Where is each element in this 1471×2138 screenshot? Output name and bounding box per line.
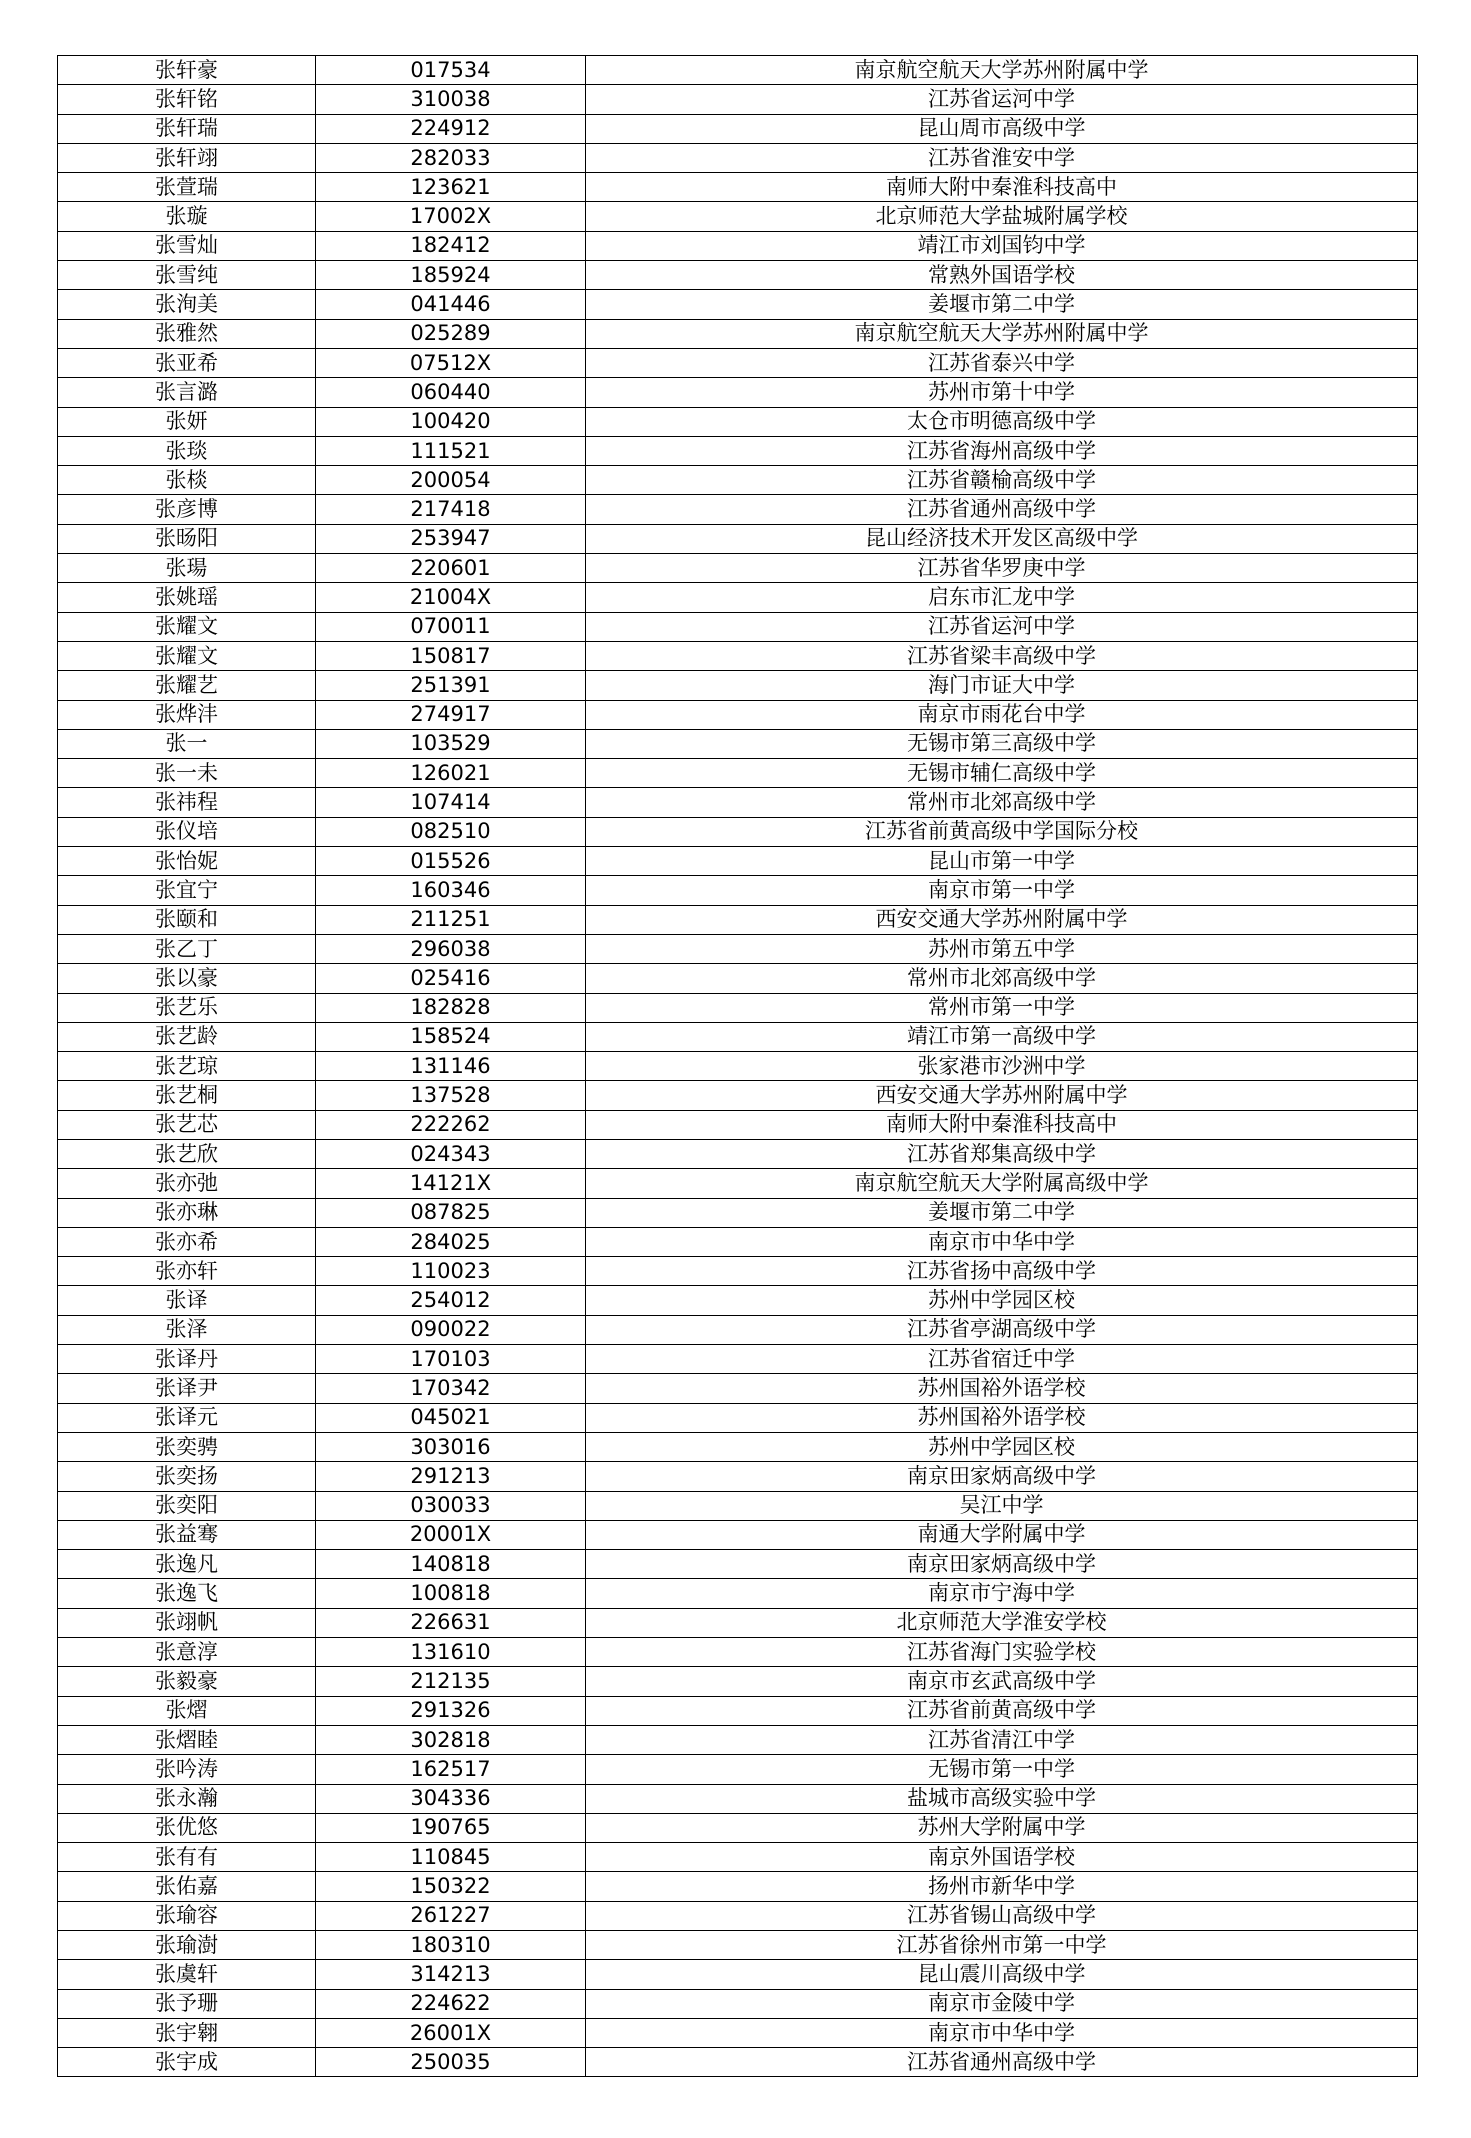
student-name-cell: 张轩翊 — [58, 143, 316, 172]
table-row — [58, 114, 1418, 143]
student-name-cell: 张虞轩 — [58, 1960, 316, 1989]
student-id-cell: 20001X — [316, 1520, 586, 1549]
table-row — [58, 1198, 1418, 1227]
table-row — [58, 85, 1418, 114]
student-id-cell: 030033 — [316, 1491, 586, 1520]
table-row — [58, 934, 1418, 963]
table-row — [58, 554, 1418, 583]
school-name-cell: 扬州市新华中学 — [586, 1872, 1418, 1901]
student-id-cell: 251391 — [316, 671, 586, 700]
student-name-cell: 张艺芯 — [58, 1110, 316, 1139]
school-name-cell: 苏州中学园区校 — [586, 1286, 1418, 1315]
student-id-cell: 21004X — [316, 583, 586, 612]
student-id-cell: 211251 — [316, 905, 586, 934]
school-name-cell: 昆山市第一中学 — [586, 847, 1418, 876]
student-id-cell: 185924 — [316, 261, 586, 290]
table-row — [58, 1725, 1418, 1754]
table-row — [58, 1638, 1418, 1667]
table-row — [58, 407, 1418, 436]
table-row — [58, 905, 1418, 934]
student-id-cell: 26001X — [316, 2018, 586, 2047]
student-name-cell: 张旸阳 — [58, 524, 316, 553]
table-row — [58, 1286, 1418, 1315]
student-name-cell: 张逸凡 — [58, 1550, 316, 1579]
school-name-cell: 苏州市第五中学 — [586, 934, 1418, 963]
table-row — [58, 173, 1418, 202]
student-id-cell: 025289 — [316, 319, 586, 348]
table-row — [58, 436, 1418, 465]
table-row — [58, 1667, 1418, 1696]
student-id-cell: 107414 — [316, 788, 586, 817]
student-name-cell: 张洵美 — [58, 290, 316, 319]
student-id-cell: 226631 — [316, 1608, 586, 1637]
school-name-cell: 海门市证大中学 — [586, 671, 1418, 700]
table-row — [58, 1696, 1418, 1725]
student-name-cell: 张萱瑞 — [58, 173, 316, 202]
school-name-cell: 常州市第一中学 — [586, 993, 1418, 1022]
school-name-cell: 南京市玄武高级中学 — [586, 1667, 1418, 1696]
student-id-cell: 162517 — [316, 1755, 586, 1784]
table-row — [58, 56, 1418, 85]
school-name-cell: 张家港市沙洲中学 — [586, 1052, 1418, 1081]
student-id-cell: 070011 — [316, 612, 586, 641]
table-row — [58, 1462, 1418, 1491]
student-id-cell: 090022 — [316, 1315, 586, 1344]
student-id-cell: 024343 — [316, 1139, 586, 1168]
school-name-cell: 南京田家炳高级中学 — [586, 1462, 1418, 1491]
table-row — [58, 876, 1418, 905]
table-row — [58, 759, 1418, 788]
school-name-cell: 江苏省亭湖高级中学 — [586, 1315, 1418, 1344]
table-row — [58, 1579, 1418, 1608]
student-name-cell: 张亦轩 — [58, 1257, 316, 1286]
school-name-cell: 北京师范大学淮安学校 — [586, 1608, 1418, 1637]
school-name-cell: 苏州市第十中学 — [586, 378, 1418, 407]
table-row — [58, 1843, 1418, 1872]
student-id-cell: 250035 — [316, 2048, 586, 2077]
student-name-cell: 张艺乐 — [58, 993, 316, 1022]
student-name-cell: 张瑒 — [58, 554, 316, 583]
school-name-cell: 南京市中华中学 — [586, 1227, 1418, 1256]
student-name-cell: 张一未 — [58, 759, 316, 788]
student-id-cell: 310038 — [316, 85, 586, 114]
table-row — [58, 1374, 1418, 1403]
student-name-cell: 张耀艺 — [58, 671, 316, 700]
school-name-cell: 江苏省海门实验学校 — [586, 1638, 1418, 1667]
school-name-cell: 姜堰市第二中学 — [586, 290, 1418, 319]
student-name-cell: 张益骞 — [58, 1520, 316, 1549]
student-name-cell: 张翊帆 — [58, 1608, 316, 1637]
table-row — [58, 1315, 1418, 1344]
student-name-cell: 张彦博 — [58, 495, 316, 524]
student-id-cell: 131146 — [316, 1052, 586, 1081]
student-id-cell: 291326 — [316, 1696, 586, 1725]
table-row — [58, 847, 1418, 876]
student-name-cell: 张译尹 — [58, 1374, 316, 1403]
school-name-cell: 无锡市辅仁高级中学 — [586, 759, 1418, 788]
student-id-cell: 07512X — [316, 348, 586, 377]
student-name-cell: 张意淳 — [58, 1638, 316, 1667]
student-id-cell: 253947 — [316, 524, 586, 553]
school-name-cell: 无锡市第一中学 — [586, 1755, 1418, 1784]
table-row — [58, 1813, 1418, 1842]
student-name-cell: 张轩铭 — [58, 85, 316, 114]
school-name-cell: 靖江市刘国钧中学 — [586, 231, 1418, 260]
school-name-cell: 苏州国裕外语学校 — [586, 1403, 1418, 1432]
table-row — [58, 993, 1418, 1022]
school-name-cell: 无锡市第三高级中学 — [586, 729, 1418, 758]
school-name-cell: 江苏省宿迁中学 — [586, 1345, 1418, 1374]
student-list-table — [57, 55, 1418, 2077]
student-id-cell: 150322 — [316, 1872, 586, 1901]
student-id-cell: 100818 — [316, 1579, 586, 1608]
student-name-cell: 张译元 — [58, 1403, 316, 1432]
school-name-cell: 南师大附中秦淮科技高中 — [586, 1110, 1418, 1139]
table-row — [58, 1022, 1418, 1051]
student-id-cell: 14121X — [316, 1169, 586, 1198]
school-name-cell: 昆山周市高级中学 — [586, 114, 1418, 143]
table-row — [58, 612, 1418, 641]
student-name-cell: 张宇成 — [58, 2048, 316, 2077]
student-name-cell: 张轩豪 — [58, 56, 316, 85]
student-name-cell: 张宜宁 — [58, 876, 316, 905]
school-name-cell: 吴江中学 — [586, 1491, 1418, 1520]
school-name-cell: 太仓市明德高级中学 — [586, 407, 1418, 436]
student-name-cell: 张一 — [58, 729, 316, 758]
student-name-cell: 张予珊 — [58, 1989, 316, 2018]
table-row — [58, 1491, 1418, 1520]
school-name-cell: 盐城市高级实验中学 — [586, 1784, 1418, 1813]
student-name-cell: 张奕阳 — [58, 1491, 316, 1520]
school-name-cell: 南京田家炳高级中学 — [586, 1550, 1418, 1579]
student-id-cell: 282033 — [316, 143, 586, 172]
school-name-cell: 江苏省泰兴中学 — [586, 348, 1418, 377]
school-name-cell: 常熟外国语学校 — [586, 261, 1418, 290]
student-name-cell: 张有有 — [58, 1843, 316, 1872]
table-row — [58, 290, 1418, 319]
student-name-cell: 张烨沣 — [58, 700, 316, 729]
table-row — [58, 1784, 1418, 1813]
student-id-cell: 100420 — [316, 407, 586, 436]
table-row — [58, 1052, 1418, 1081]
student-id-cell: 017534 — [316, 56, 586, 85]
school-name-cell: 南京航空航天大学附属高级中学 — [586, 1169, 1418, 1198]
table-row — [58, 1110, 1418, 1139]
student-id-cell: 015526 — [316, 847, 586, 876]
table-row — [58, 1960, 1418, 1989]
student-name-cell: 张奕骋 — [58, 1432, 316, 1461]
student-id-cell: 291213 — [316, 1462, 586, 1491]
student-name-cell: 张乙丁 — [58, 934, 316, 963]
school-name-cell: 江苏省扬中高级中学 — [586, 1257, 1418, 1286]
student-name-cell: 张雪纯 — [58, 261, 316, 290]
student-name-cell: 张亦希 — [58, 1227, 316, 1256]
table-row — [58, 1755, 1418, 1784]
table-row — [58, 1257, 1418, 1286]
school-name-cell: 昆山震川高级中学 — [586, 1960, 1418, 1989]
school-name-cell: 南京市雨花台中学 — [586, 700, 1418, 729]
student-id-cell: 314213 — [316, 1960, 586, 1989]
school-name-cell: 西安交通大学苏州附属中学 — [586, 1081, 1418, 1110]
table-row — [58, 348, 1418, 377]
school-name-cell: 江苏省徐州市第一中学 — [586, 1931, 1418, 1960]
student-name-cell: 张优悠 — [58, 1813, 316, 1842]
table-row — [58, 2048, 1418, 2077]
school-name-cell: 苏州国裕外语学校 — [586, 1374, 1418, 1403]
student-name-cell: 张仪培 — [58, 817, 316, 846]
school-name-cell: 江苏省运河中学 — [586, 612, 1418, 641]
student-id-cell: 284025 — [316, 1227, 586, 1256]
student-name-cell: 张琰 — [58, 436, 316, 465]
table-row — [58, 583, 1418, 612]
student-id-cell: 220601 — [316, 554, 586, 583]
school-name-cell: 南通大学附属中学 — [586, 1520, 1418, 1549]
school-name-cell: 西安交通大学苏州附属中学 — [586, 905, 1418, 934]
student-id-cell: 200054 — [316, 466, 586, 495]
school-name-cell: 启东市汇龙中学 — [586, 583, 1418, 612]
school-name-cell: 南师大附中秦淮科技高中 — [586, 173, 1418, 202]
table-row — [58, 729, 1418, 758]
student-name-cell: 张宇翱 — [58, 2018, 316, 2047]
student-id-cell: 087825 — [316, 1198, 586, 1227]
school-name-cell: 南京航空航天大学苏州附属中学 — [586, 319, 1418, 348]
table-row — [58, 261, 1418, 290]
table-row — [58, 1931, 1418, 1960]
school-name-cell: 南京航空航天大学苏州附属中学 — [586, 56, 1418, 85]
student-name-cell: 张译丹 — [58, 1345, 316, 1374]
table-row — [58, 1520, 1418, 1549]
student-id-cell: 111521 — [316, 436, 586, 465]
student-id-cell: 123621 — [316, 173, 586, 202]
student-id-cell: 222262 — [316, 1110, 586, 1139]
student-name-cell: 张艺欣 — [58, 1139, 316, 1168]
school-name-cell: 江苏省通州高级中学 — [586, 495, 1418, 524]
school-name-cell: 靖江市第一高级中学 — [586, 1022, 1418, 1051]
student-id-cell: 217418 — [316, 495, 586, 524]
school-name-cell: 江苏省通州高级中学 — [586, 2048, 1418, 2077]
table-row — [58, 671, 1418, 700]
student-name-cell: 张艺琼 — [58, 1052, 316, 1081]
school-name-cell: 南京市宁海中学 — [586, 1579, 1418, 1608]
school-name-cell: 南京外国语学校 — [586, 1843, 1418, 1872]
table-row — [58, 143, 1418, 172]
student-name-cell: 张瑜澍 — [58, 1931, 316, 1960]
student-name-cell: 张言潞 — [58, 378, 316, 407]
student-name-cell: 张熠 — [58, 1696, 316, 1725]
school-name-cell: 江苏省锡山高级中学 — [586, 1901, 1418, 1930]
student-id-cell: 254012 — [316, 1286, 586, 1315]
table-row — [58, 964, 1418, 993]
student-id-cell: 110023 — [316, 1257, 586, 1286]
school-name-cell: 江苏省运河中学 — [586, 85, 1418, 114]
student-name-cell: 张雅然 — [58, 319, 316, 348]
student-id-cell: 150817 — [316, 641, 586, 670]
student-name-cell: 张颐和 — [58, 905, 316, 934]
student-name-cell: 张耀文 — [58, 612, 316, 641]
student-id-cell: 082510 — [316, 817, 586, 846]
school-name-cell: 苏州中学园区校 — [586, 1432, 1418, 1461]
student-name-cell: 张佑嘉 — [58, 1872, 316, 1901]
table-row — [58, 1432, 1418, 1461]
student-name-cell: 张毅豪 — [58, 1667, 316, 1696]
table-body — [58, 56, 1418, 2077]
student-id-cell: 170103 — [316, 1345, 586, 1374]
school-name-cell: 常州市北郊高级中学 — [586, 788, 1418, 817]
table-row — [58, 466, 1418, 495]
student-id-cell: 137528 — [316, 1081, 586, 1110]
table-row — [58, 495, 1418, 524]
student-name-cell: 张以豪 — [58, 964, 316, 993]
student-id-cell: 274917 — [316, 700, 586, 729]
student-id-cell: 303016 — [316, 1432, 586, 1461]
student-id-cell: 302818 — [316, 1725, 586, 1754]
student-id-cell: 296038 — [316, 934, 586, 963]
student-name-cell: 张怡妮 — [58, 847, 316, 876]
student-id-cell: 17002X — [316, 202, 586, 231]
school-name-cell: 江苏省淮安中学 — [586, 143, 1418, 172]
student-name-cell: 张棪 — [58, 466, 316, 495]
student-name-cell: 张艺龄 — [58, 1022, 316, 1051]
school-name-cell: 江苏省前黄高级中学 — [586, 1696, 1418, 1725]
student-id-cell: 224912 — [316, 114, 586, 143]
table-row — [58, 202, 1418, 231]
table-row — [58, 1901, 1418, 1930]
student-name-cell: 张逸飞 — [58, 1579, 316, 1608]
table-row — [58, 1169, 1418, 1198]
student-name-cell: 张耀文 — [58, 641, 316, 670]
student-id-cell: 304336 — [316, 1784, 586, 1813]
student-name-cell: 张亦琳 — [58, 1198, 316, 1227]
student-id-cell: 103529 — [316, 729, 586, 758]
table-row — [58, 1608, 1418, 1637]
table-row — [58, 1139, 1418, 1168]
table-row — [58, 700, 1418, 729]
school-name-cell: 江苏省前黄高级中学国际分校 — [586, 817, 1418, 846]
school-name-cell: 南京市金陵中学 — [586, 1989, 1418, 2018]
table-row — [58, 817, 1418, 846]
student-name-cell: 张妍 — [58, 407, 316, 436]
school-name-cell: 昆山经济技术开发区高级中学 — [586, 524, 1418, 553]
student-id-cell: 261227 — [316, 1901, 586, 1930]
table-row — [58, 1227, 1418, 1256]
table-row — [58, 231, 1418, 260]
student-name-cell: 张璇 — [58, 202, 316, 231]
student-name-cell: 张泽 — [58, 1315, 316, 1344]
table-row — [58, 1989, 1418, 2018]
student-id-cell: 182412 — [316, 231, 586, 260]
student-name-cell: 张祎程 — [58, 788, 316, 817]
student-id-cell: 190765 — [316, 1813, 586, 1842]
student-id-cell: 131610 — [316, 1638, 586, 1667]
table-row — [58, 524, 1418, 553]
table-row — [58, 788, 1418, 817]
student-id-cell: 060440 — [316, 378, 586, 407]
student-id-cell: 025416 — [316, 964, 586, 993]
school-name-cell: 南京市中华中学 — [586, 2018, 1418, 2047]
table-row — [58, 319, 1418, 348]
table-row — [58, 1081, 1418, 1110]
student-name-cell: 张亦弛 — [58, 1169, 316, 1198]
school-name-cell: 江苏省海州高级中学 — [586, 436, 1418, 465]
student-name-cell: 张轩瑞 — [58, 114, 316, 143]
student-id-cell: 158524 — [316, 1022, 586, 1051]
school-name-cell: 江苏省梁丰高级中学 — [586, 641, 1418, 670]
school-name-cell: 江苏省赣榆高级中学 — [586, 466, 1418, 495]
school-name-cell: 姜堰市第二中学 — [586, 1198, 1418, 1227]
school-name-cell: 北京师范大学盐城附属学校 — [586, 202, 1418, 231]
school-name-cell: 江苏省清江中学 — [586, 1725, 1418, 1754]
table-row — [58, 1872, 1418, 1901]
table-row — [58, 641, 1418, 670]
student-id-cell: 180310 — [316, 1931, 586, 1960]
student-name-cell: 张永瀚 — [58, 1784, 316, 1813]
student-id-cell: 041446 — [316, 290, 586, 319]
student-name-cell: 张艺桐 — [58, 1081, 316, 1110]
student-id-cell: 224622 — [316, 1989, 586, 2018]
school-name-cell: 江苏省华罗庚中学 — [586, 554, 1418, 583]
student-name-cell: 张瑜容 — [58, 1901, 316, 1930]
school-name-cell: 南京市第一中学 — [586, 876, 1418, 905]
school-name-cell: 江苏省郑集高级中学 — [586, 1139, 1418, 1168]
student-name-cell: 张姚瑶 — [58, 583, 316, 612]
student-id-cell: 170342 — [316, 1374, 586, 1403]
student-id-cell: 212135 — [316, 1667, 586, 1696]
student-name-cell: 张译 — [58, 1286, 316, 1315]
student-name-cell: 张雪灿 — [58, 231, 316, 260]
table-row — [58, 2018, 1418, 2047]
student-name-cell: 张吟涛 — [58, 1755, 316, 1784]
student-id-cell: 126021 — [316, 759, 586, 788]
table-row — [58, 1550, 1418, 1579]
table-row — [58, 1345, 1418, 1374]
student-id-cell: 045021 — [316, 1403, 586, 1432]
student-name-cell: 张奕扬 — [58, 1462, 316, 1491]
student-id-cell: 160346 — [316, 876, 586, 905]
school-name-cell: 常州市北郊高级中学 — [586, 964, 1418, 993]
student-id-cell: 140818 — [316, 1550, 586, 1579]
student-id-cell: 110845 — [316, 1843, 586, 1872]
student-id-cell: 182828 — [316, 993, 586, 1022]
table-row — [58, 1403, 1418, 1432]
student-name-cell: 张熠睦 — [58, 1725, 316, 1754]
table-row — [58, 378, 1418, 407]
student-name-cell: 张亚希 — [58, 348, 316, 377]
school-name-cell: 苏州大学附属中学 — [586, 1813, 1418, 1842]
